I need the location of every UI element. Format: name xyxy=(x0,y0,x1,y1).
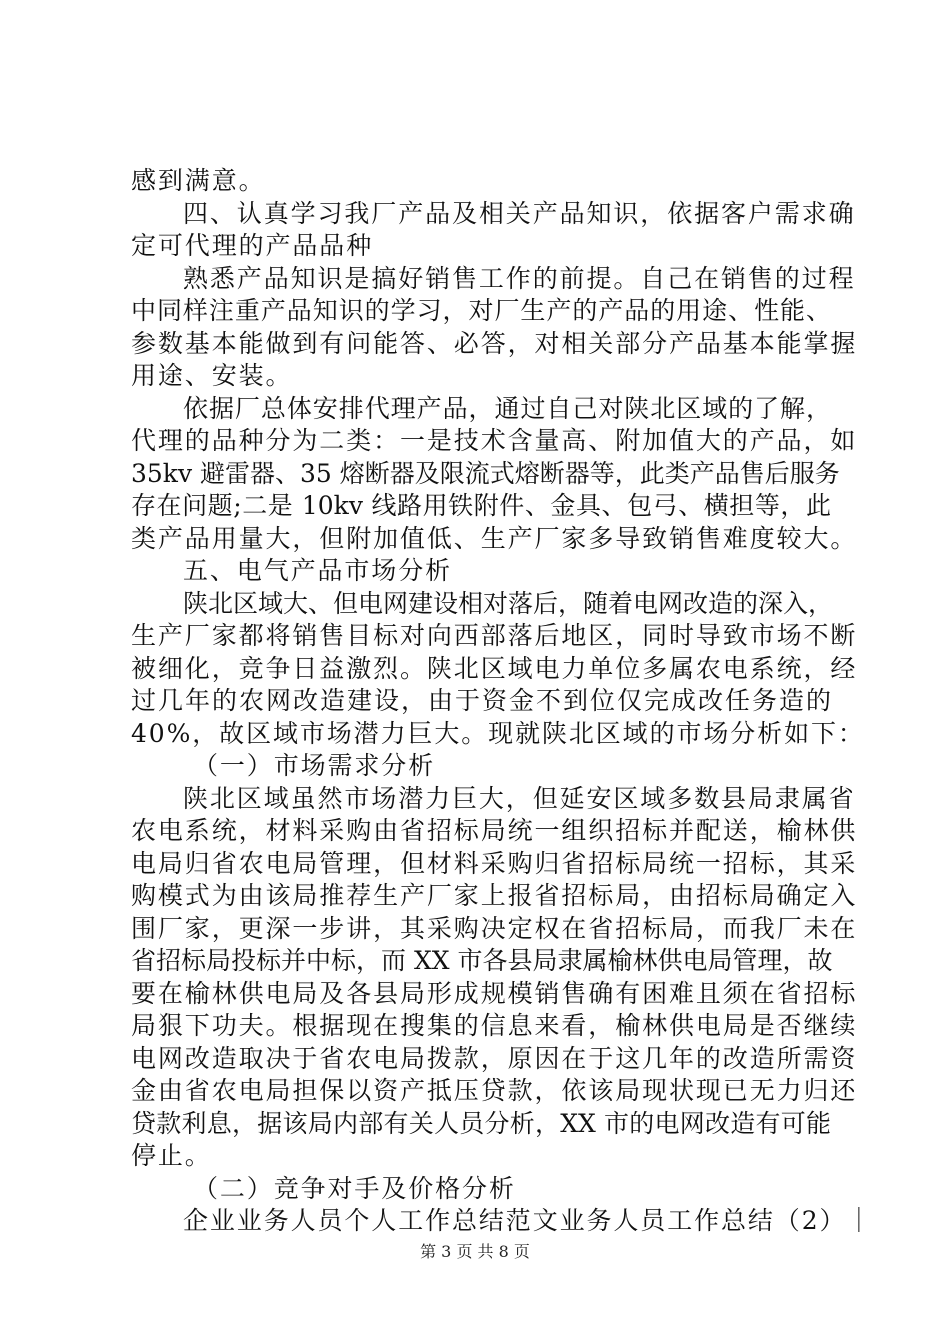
paragraph-line: 依据厂总体安排代理产品，通过自己对陕北区域的了解， xyxy=(183,393,831,423)
paragraph-line: 被细化，竞争日益激烈。陕北区域电力单位多属农电系统，经 xyxy=(131,653,858,683)
subsection-heading: （一）市场需求分析 xyxy=(193,751,436,780)
paragraph-line: 存在问题;二是 10kv 线路用铁附件、金具、包弓、横担等，此 xyxy=(131,491,831,520)
paragraph-line: 电网改造取决于省农电局拨款，原因在于这几年的改造所需资 xyxy=(131,1043,858,1073)
paragraph-line: 停止。 xyxy=(131,1141,212,1170)
paragraph-line: 局狠下功夫。根据现在搜集的信息来看，榆林供电局是否继续 xyxy=(131,1011,858,1040)
paragraph-line: 陕北区域虽然市场潜力巨大，但延安区域多数县局隶属省 xyxy=(183,783,856,813)
section-heading: 四、认真学习我厂产品及相关产品知识，依据客户需求确 xyxy=(183,198,856,228)
paragraph-line: 中同样注重产品知识的学习，对厂生产的产品的用途、性能、 xyxy=(131,296,831,325)
paragraph-line: 过几年的农网改造建设，由于资金不到位仅完成改任务造的 xyxy=(131,686,831,715)
paragraph-line: 金由省农电局担保以资产抵压贷款，依该局现状现已无力归还 xyxy=(131,1076,858,1105)
paragraph-line: 围厂家，更深一步讲，其采购决定权在省招标局，而我厂未在 xyxy=(131,913,858,943)
paragraph-line: 要在榆林供电局及各县局形成规模销售确有困难且须在省招标 xyxy=(131,978,858,1008)
paragraph-line: 40%，故区域市场潜力巨大。现就陕北区域的市场分析如下： xyxy=(131,718,865,748)
paragraph-line: 熟悉产品知识是搞好销售工作的前提。自己在销售的过程 xyxy=(183,263,856,293)
paragraph-line: 购模式为由该局推荐生产厂家上报省招标局，由招标局确定入 xyxy=(131,881,858,910)
paragraph-line: 电局归省农电局管理，但材料采购归省招标局统一招标，其采 xyxy=(131,848,858,878)
paragraph-line: 陕北区域大、但电网建设相对落后，随着电网改造的深入， xyxy=(183,588,834,618)
page-number-footer: 第 3 页 共 8 页 xyxy=(420,1242,530,1261)
paragraph-line: 省招标局投标并中标，而 XX 市各县局隶属榆林供电局管理，故 xyxy=(131,946,833,975)
paragraph-line: 用途、安装。 xyxy=(131,361,293,390)
paragraph-line: 生产厂家都将销售目标对向西部落后地区，同时导致市场不断 xyxy=(131,621,858,650)
paragraph-line: 农电系统，材料采购由省招标局统一组织招标并配送，榆林供 xyxy=(131,816,858,845)
paragraph-line: 参数基本能做到有问能答、必答，对相关部分产品基本能掌握 xyxy=(131,328,858,358)
subsection-heading: （二）竞争对手及价格分析 xyxy=(193,1173,516,1203)
paragraph-line: 贷款利息，据该局内部有关人员分析，XX 市的电网改造有可能 xyxy=(131,1108,831,1138)
paragraph-line: 类产品用量大，但附加值低、生产厂家多导致销售难度较大。 xyxy=(131,523,858,553)
section-heading: 五、电气产品市场分析 xyxy=(183,556,453,585)
title-line: 企业业务人员个人工作总结范文业务人员工作总结（2）｜ xyxy=(183,1206,874,1235)
text-line: 定可代理的产品品种 xyxy=(131,231,374,260)
paragraph-line: 35kv 避雷器、35 熔断器及限流式熔断器等，此类产品售后服务 xyxy=(131,458,840,488)
document-body xyxy=(131,165,874,1238)
paragraph-line: 代理的品种分为二类：一是技术含量高、附加值大的产品，如 xyxy=(131,426,858,455)
text-line: 感到满意。 xyxy=(131,166,266,195)
